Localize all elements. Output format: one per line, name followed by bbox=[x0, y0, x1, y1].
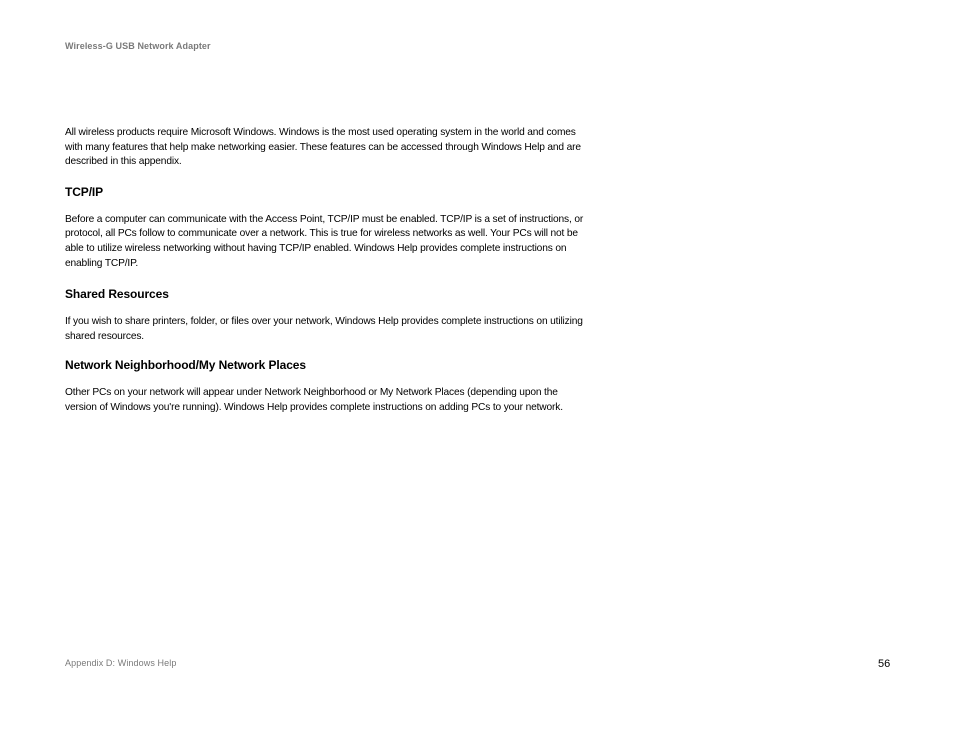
section-body-tcp-ip: Before a computer can communicate with the Access Point, TCP/IP must be enabled. TCP/IP is a set of instructions, or protocol, all PCs follow to communicate over a network. This is true for wireless networks as well. Your PCs will not be able to utilize wireless networking without having TCP/IP enabled. Windows Help provides complete instructions on enabling TCP/IP. bbox=[65, 213, 584, 269]
footer-section-label: Appendix D: Windows Help bbox=[65, 658, 177, 668]
section-heading-network-neighborhood: Network Neighborhood/My Network Places bbox=[65, 358, 306, 373]
running-header: Wireless-G USB Network Adapter bbox=[65, 41, 211, 51]
intro-paragraph: All wireless products require Microsoft Windows. Windows is the most used operating system in the world and comes with many features that help make networking easier. These features can be accessed through Windows Help and are described in this appendix. bbox=[65, 127, 581, 168]
page-number: 56 bbox=[878, 658, 891, 670]
page-content bbox=[65, 126, 590, 416]
section-heading-tcp-ip: TCP/IP bbox=[65, 184, 104, 199]
section-body-shared-resources: If you wish to share printers, folder, or files over your network, Windows Help provides complete instructions on utilizing shared resources. bbox=[65, 316, 583, 342]
section-body-network-neighborhood: Other PCs on your network will appear under Network Neighborhood or My Network Places (depending upon the version of Windows you're running). Windows Help provides complete instructions on adding PCs to your network. bbox=[65, 387, 563, 413]
section-heading-shared-resources: Shared Resources bbox=[65, 287, 169, 302]
